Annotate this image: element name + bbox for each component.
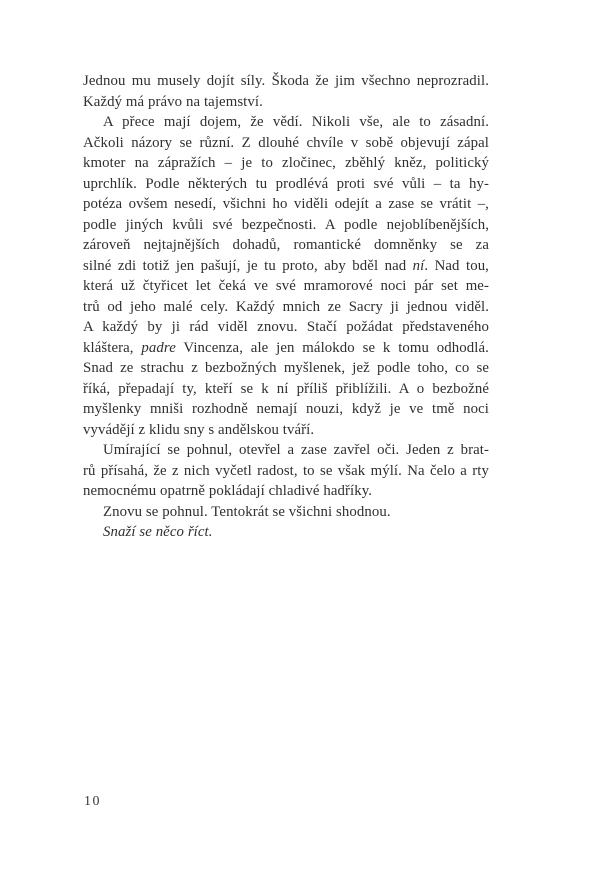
text-segment: A přece mají dojem, že vědí. Nikoli vše, ale to zásadní. bbox=[103, 114, 489, 130]
text-line bbox=[83, 194, 489, 215]
text-segment: podle jiných kvůli své bezpečnosti. A podle nejoblíbenějších, bbox=[83, 216, 489, 233]
italic-text-segment: ní bbox=[412, 257, 425, 274]
italic-text-segment: Snaží se něco říct. bbox=[103, 524, 213, 540]
paragraph bbox=[83, 112, 489, 440]
text-segment: která už čtyřicet let čeká ve své mramorové noci pár set me- bbox=[83, 278, 489, 294]
paragraph bbox=[83, 440, 489, 502]
text-segment: trů od jeho malé cely. Každý mnich ze Sacry ji jednou viděl. bbox=[83, 298, 489, 315]
text-line bbox=[83, 174, 489, 195]
text-line bbox=[83, 276, 489, 297]
text-segment: Umírající se pohnul, otevřel a zase zavřel oči. Jeden z brat- bbox=[103, 442, 489, 458]
text-line bbox=[83, 502, 489, 523]
text-segment: nemocnému opatrně pokládají chladivé hadříky. bbox=[83, 483, 373, 499]
text-segment: A každý by ji rád viděl znovu. Stačí požádat představeného bbox=[83, 319, 489, 335]
text-segment: potéza ovšem nesedí, všichni ho viděli odejít a zase se vrátit –, bbox=[83, 196, 489, 212]
text-segment: Každý má právo na tajemství. bbox=[83, 93, 263, 110]
text-segment: Znovu se pohnul. Tentokrát se všichni shodnou. bbox=[103, 503, 391, 520]
text-line bbox=[83, 399, 489, 420]
text-line bbox=[83, 235, 489, 256]
page-number: 10 bbox=[84, 794, 101, 809]
italic-text-segment: padre bbox=[141, 339, 176, 356]
text-line bbox=[83, 317, 489, 338]
text-line bbox=[83, 461, 489, 482]
text-line bbox=[83, 112, 489, 133]
text-line bbox=[83, 379, 489, 400]
text-line bbox=[83, 358, 489, 379]
text-block bbox=[83, 71, 489, 543]
text-line bbox=[83, 522, 489, 543]
text-segment: uprchlík. Podle některých tu prodlévá proti své vůli – ta hy- bbox=[83, 175, 489, 192]
text-line bbox=[83, 153, 489, 174]
text-line bbox=[83, 133, 489, 154]
text-line bbox=[83, 71, 489, 92]
text-segment: . Nad tou, bbox=[424, 257, 489, 274]
text-line bbox=[83, 297, 489, 318]
text-line bbox=[83, 338, 489, 359]
text-segment: říká, přepadají ty, kteří se k ní příliš přiblížili. A o bezbožné bbox=[83, 380, 489, 397]
text-segment: zároveň nejtajnějších dohadů, romantické domněnky se za bbox=[83, 237, 489, 253]
text-segment: silné zdi totiž jen pašují, je tu proto, aby bděl nad bbox=[83, 257, 413, 274]
text-segment: Vincenza, ale jen málokdo se k tomu odhodlá. bbox=[175, 339, 489, 356]
text-segment: myšlenky mniši rozhodně nemají nouzi, když je ve tmě noci bbox=[83, 401, 489, 417]
text-segment: kláštera, bbox=[83, 339, 142, 356]
paragraph bbox=[83, 502, 489, 523]
text-segment: Ačkoli názory se různí. Z dlouhé chvíle v sobě objevují zápal bbox=[83, 134, 489, 151]
text-line bbox=[83, 256, 489, 277]
text-segment: Jednou mu musely dojít síly. Škoda že jim všechno neprozradil. bbox=[83, 73, 489, 89]
text-line bbox=[83, 420, 489, 441]
text-segment: vyvádějí z klidu sny s andělskou tváří. bbox=[83, 421, 315, 438]
text-line bbox=[83, 92, 489, 113]
text-segment: rů přísahá, že z nich vyčetl radost, to se však mýlí. Na čelo a rty bbox=[83, 462, 489, 479]
text-line bbox=[83, 440, 489, 461]
text-segment: Snad ze strachu z bezbožných myšlenek, jež podle toho, co se bbox=[83, 360, 489, 376]
paragraph bbox=[83, 522, 489, 543]
text-segment: kmoter na zápražích – je to zločinec, zběhlý kněz, politický bbox=[83, 155, 489, 171]
paragraph bbox=[83, 71, 489, 112]
text-line bbox=[83, 481, 489, 502]
text-line bbox=[83, 215, 489, 236]
